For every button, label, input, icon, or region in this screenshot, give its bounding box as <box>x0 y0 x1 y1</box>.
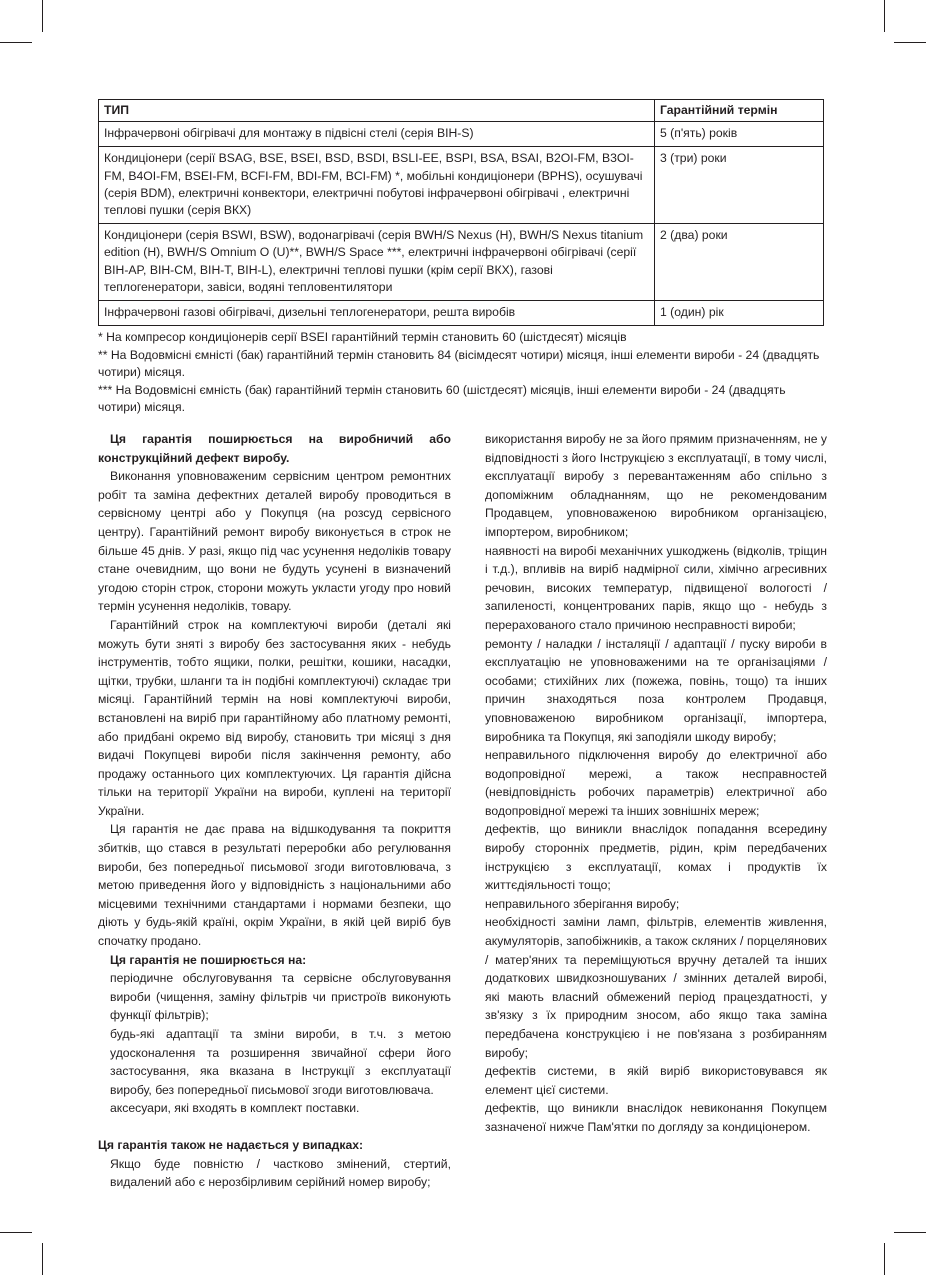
right-column <box>485 430 827 1137</box>
paragraph: Виконання уповноваженим сервісним центром ремонтних робіт та заміна дефектних деталей виробу проводиться в сервісному центрі або у Покупця (на розсуд сервісного центру). Гарантійний ремонт виробу виконується в строк не більше 45 днів. У разі, якщо під час усунення недоліків товару стане очевидним, що вони не будуть усунені в визначений угодою сторін строк, сторони можуть укласти угоду про новий термін усунення недоліків, товару. <box>98 469 451 614</box>
cell-type: Інфрачервоні газові обігрівачі, дизельні теплогенератори, решта виробів <box>99 301 655 326</box>
list-item: Якщо буде повністю / частково змінений, стертий, видалений або є нерозбірливим серійний номер виробу; <box>110 1156 451 1190</box>
header-type: ТИП <box>99 100 655 122</box>
warranty-table <box>98 99 824 326</box>
table-row <box>99 224 824 301</box>
crop-mark <box>894 42 926 43</box>
cell-term: 1 (один) рік <box>655 301 824 326</box>
paragraph: Гарантійний строк на комплектуючі вироби (деталі які можуть бути зняті з виробу без застосування яких - небудь інструментів, тобто ящики, полки, решітки, кошики, насадки, щітки, трубки, шланги та ін подібні комплектуючі) складає три місяці. Гарантійний термін на нові комплектуючі вироби, встановлені на виріб при гарантійному або платному ремонті, або придбані окремо від виробу, становить три місяці з дня видачі Покупцеві вироби після закінчення ремонту, або продажу останнього цих комплектуючих. Ця гарантія дійсна тільки на території України на вироби, куплені на території України. <box>98 617 451 818</box>
paragraph: Ця гарантія не дає права на відшкодування та покриття збитків, що стався в результаті переробки або регулювання вироби, без попередньої письмової згоди виготовлювача, з метою приведення його у відповідність з національними або місцевими технічними стандартами і нормами безпеки, що діють у будь-якій країні, окрім України, в якій цей виріб був спочатку продано. <box>98 822 451 949</box>
list-item: необхідності заміни ламп, фільтрів, елементів живлення, акумуляторів, запобіжників, а також скляних / порцелянових / матер'яних та переміщуються вручну деталей та інших додаткових швидкозношуваних / змінних деталей виробі, які мають власний обмежений період працездатності, у зв'язку з їх природним зносом, або якщо така заміна передбачена конструкцією і не пов'язана з розбиранням виробу; <box>485 915 827 1060</box>
crop-mark <box>42 0 43 32</box>
list-item: ремонту / наладки / інсталяції / адаптації / пуску вироби в експлуатацію не уповноваженими на те організаціями / особами; стихійних лих (пожежа, повінь, тощо) та інших причин знаходяться поза контролем Продавця, уповноваженою виробником організації, імпортера, виробника та Покупця, які заподіяли шкоду виробу; <box>485 636 827 744</box>
list-item: наявності на виробі механічних ушкоджень (відколів, тріщин і т.д.), впливів на виріб надмірної сили, хімічно агресивних речовин, високих температур, підвищеної вологості / запиленості, концентрованих парів, якщо що - небудь з перерахованого стало причиною несправності вироби; <box>485 543 827 632</box>
coverage-heading: Ця гарантія поширюється на виробничий або конструкційний дефект виробу. <box>98 432 451 465</box>
cell-term: 2 (два) роки <box>655 224 824 301</box>
cell-type: Кондиціонери (серія BSWI, BSW), водонагрівачі (серія BWH/S Nexus (H), BWH/S Nexus titanium edition (H), BWH/S Omnium O (U)**, BWH/S Space ***, електричні інфрачервоні обігрівачі (серії BIH-AP, BIH-CM, BIH-T, BIH-L), електричні теплові пушки (крім серії ВКХ), газові теплогенератори, завіси, водяні тепловентилятори <box>99 224 655 301</box>
crop-mark <box>884 1243 885 1275</box>
list-item: дефектів, що виникли внаслідок невиконання Покупцем зазначеної нижче Пам'ятки по догляду за кондиціонером. <box>485 1101 827 1134</box>
list-item: аксесуари, які входять в комплект поставки. <box>110 1101 360 1116</box>
list-item: будь-які адаптації та зміни вироби, в т.ч. з метою удосконалення та розширення звичайної сфери його застосування, яка вказана в Інструкції з експлуатації виробу, без попередньої письмової згоди виготовлювача. <box>110 1027 451 1097</box>
spacer <box>98 1118 451 1136</box>
list-item: використання виробу не за його прямим призначенням, не у відповідності з його Інструкцією з експлуатації, в тому числі, експлуатації виробу з перевантаженням або спільно з допоміжним обладнанням, що не рекомендованим Продавцем, уповноваженою виробником організацією, імпортером, виробником; <box>485 432 827 539</box>
footnote: *** На Водовмісні ємність (бак) гарантійний термін становить 60 (шістдесят) місяців, інші елементи вироби - 24 (двадцять чотири) місяця. <box>98 382 786 415</box>
footnote: ** На Водовмісні ємністі (бак) гарантійний термін становить 84 (вісімдесят чотири) місяця, інші елементи вироби - 24 (двадцять чотири) місяця. <box>98 347 820 380</box>
crop-mark <box>0 1232 32 1233</box>
list-item: неправильного підключення виробу до електричної або водопровідної мережі, а також несправностей (невідповідність робочих параметрів) електричної або водопровідної мережі та інших зовнішніх мереж; <box>485 748 827 818</box>
left-column <box>98 430 451 1192</box>
cases-heading: Ця гарантія також не надається у випадках: <box>98 1137 364 1152</box>
list-item: дефектів, що виникли внаслідок попадання всередину виробу сторонніх предметів, рідин, крім передбачених інструкцією з експлуатації, комах і продуктів їх життєдіяльності тощо; <box>485 822 827 893</box>
footnote: * На компресор кондиціонерів серії BSEI гарантійний термін становить 60 (шістдесят) місяців <box>98 330 627 344</box>
footnotes <box>98 329 823 417</box>
not-cover-heading: Ця гарантія не поширюється на: <box>110 952 307 967</box>
table-row <box>99 122 824 147</box>
cell-type: Інфрачервоні обігрівачі для монтажу в підвісні стелі (серія BIH-S) <box>99 122 655 147</box>
table-header-row <box>99 100 824 122</box>
header-term: Гарантійний термін <box>655 100 824 122</box>
cell-type: Кондиціонери (серії BSAG, BSE, BSEI, BSD, BSDI, BSLI-EE, BSPI, BSA, BSAI, B2OI-FM, B3OI-FM, B4OI-FM, BSEI-FM, BCFI-FM, BDI-FM, BCI-FM) *, мобільні кондиціонери (BPHS), осушувачі (серія BDM), електричні конвектори, електричні побутові інфрачервоні обігрівачі , електричні теплові пушки (серія ВКХ) <box>99 147 655 224</box>
table-row <box>99 147 824 224</box>
cell-term: 5 (п'ять) років <box>655 122 824 147</box>
crop-mark <box>0 42 32 43</box>
list-item: періодичне обслуговування та сервісне обслуговування вироби (чищення, заміну фільтрів чи пристроїв виконують функції фільтрів); <box>110 971 451 1023</box>
list-item: дефектів системи, в якій виріб використовувався як елемент цієї системи. <box>485 1064 827 1097</box>
crop-mark <box>42 1243 43 1275</box>
table-row <box>99 301 824 326</box>
crop-mark <box>894 1232 926 1233</box>
list-item: неправильного зберігання виробу; <box>485 896 680 911</box>
crop-mark <box>884 0 885 32</box>
cell-term: 3 (три) роки <box>655 147 824 224</box>
